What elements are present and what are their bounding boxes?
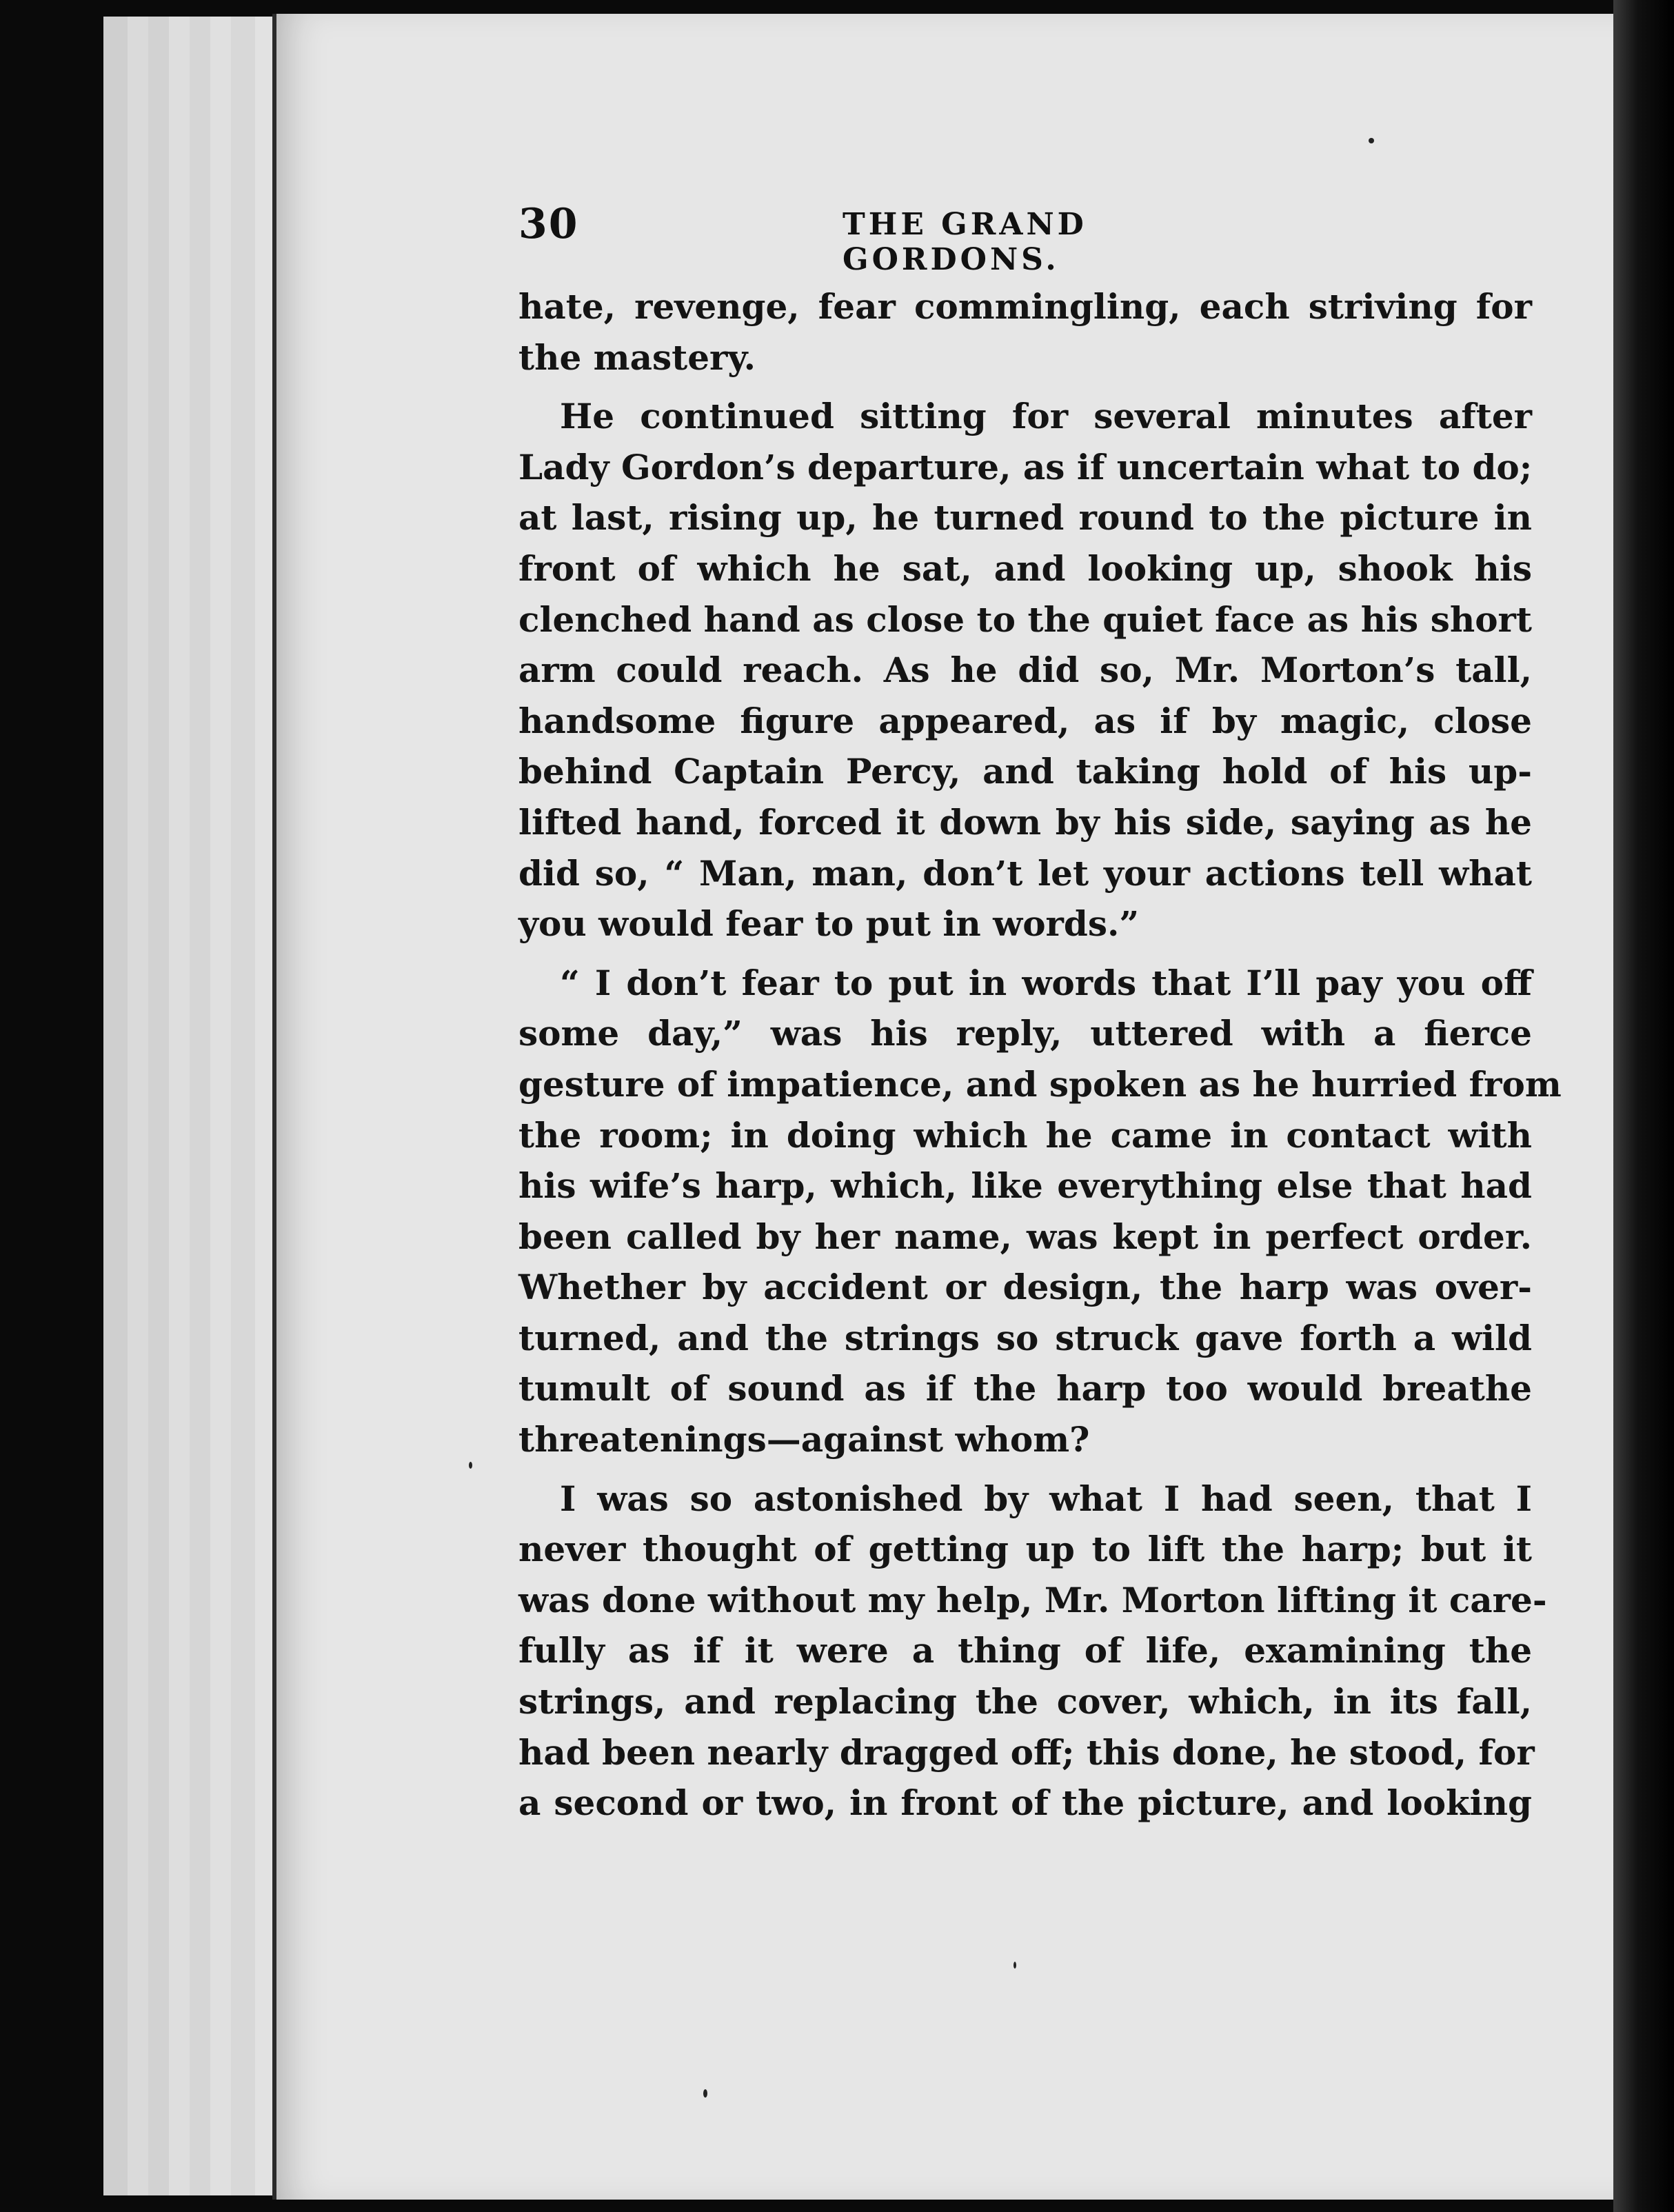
text-line: arm could reach. As he did so, Mr. Morton’s tall, bbox=[518, 650, 1532, 691]
text-line: at last, rising up, he turned round to the picture in bbox=[518, 497, 1532, 539]
text-line: behind Captain Percy, and taking hold of his up- bbox=[518, 751, 1532, 792]
paragraph bbox=[518, 391, 1532, 949]
text-line: never thought of getting up to lift the harp; but it bbox=[518, 1529, 1532, 1570]
text-line: clenched hand as close to the quiet face as his short bbox=[518, 599, 1532, 640]
page-header bbox=[518, 200, 1273, 277]
text-line: lifted hand, forced it down by his side, saying as he bbox=[518, 801, 1532, 843]
paragraph bbox=[518, 958, 1562, 1465]
text-line: was done without my help, Mr. Morton lifting it care- bbox=[518, 1579, 1547, 1620]
text-line: tumult of sound as if the harp too would breathe bbox=[518, 1368, 1532, 1409]
scan-speck bbox=[703, 2089, 707, 2098]
text-line: fully as if it were a thing of life, examining the bbox=[518, 1630, 1532, 1671]
paragraph bbox=[518, 281, 1532, 383]
text-line: a second or two, in front of the picture, and looking bbox=[518, 1782, 1532, 1824]
text-line: “ I don’t fear to put in words that I’ll pay you off bbox=[560, 962, 1532, 1003]
text-line: Lady Gordon’s departure, as if uncertain what to do; bbox=[518, 446, 1533, 487]
text-line: hate, revenge, fear commingling, each striving for bbox=[518, 286, 1532, 327]
book-binding-edge bbox=[1613, 0, 1674, 2212]
scan-speck bbox=[469, 1462, 472, 1469]
text-line: handsome figure appeared, as if by magic, close bbox=[518, 700, 1532, 741]
text-line: front of which he sat, and looking up, shook his bbox=[518, 547, 1532, 589]
scan-speck bbox=[1014, 1962, 1016, 1969]
text-line: been called by her name, was kept in perfect order. bbox=[518, 1216, 1532, 1257]
paragraph bbox=[518, 1474, 1547, 1829]
text-line: He continued sitting for several minutes after bbox=[560, 396, 1532, 437]
text-line: the mastery. bbox=[518, 336, 756, 378]
text-line: did so, “ Man, man, don’t let your actions tell what bbox=[518, 852, 1532, 894]
text-line: you would fear to put in words.” bbox=[518, 903, 1140, 945]
page-number: 30 bbox=[518, 200, 579, 248]
text-line: his wife’s harp, which, like everything else that had bbox=[518, 1165, 1532, 1207]
text-line: threatenings—against whom? bbox=[518, 1419, 1090, 1460]
text-line: I was so astonished by what I had seen, that I bbox=[560, 1478, 1532, 1519]
text-line: turned, and the strings so struck gave forth a wild bbox=[518, 1317, 1532, 1358]
scan-speck bbox=[1369, 138, 1374, 143]
text-line: had been nearly dragged off; this done, he stood, for bbox=[518, 1731, 1535, 1773]
page-body-text bbox=[518, 281, 1562, 1837]
text-line: the room; in doing which he came in contact with bbox=[518, 1114, 1532, 1156]
text-line: gesture of impatience, and spoken as he hurried from bbox=[518, 1063, 1562, 1105]
text-line: strings, and replacing the cover, which, in its fall, bbox=[518, 1681, 1532, 1722]
text-line: some day,” was his reply, uttered with a fierce bbox=[518, 1013, 1532, 1054]
text-line: Whether by accident or design, the harp was over- bbox=[518, 1267, 1532, 1308]
running-title: THE GRAND GORDONS. bbox=[843, 207, 1087, 277]
